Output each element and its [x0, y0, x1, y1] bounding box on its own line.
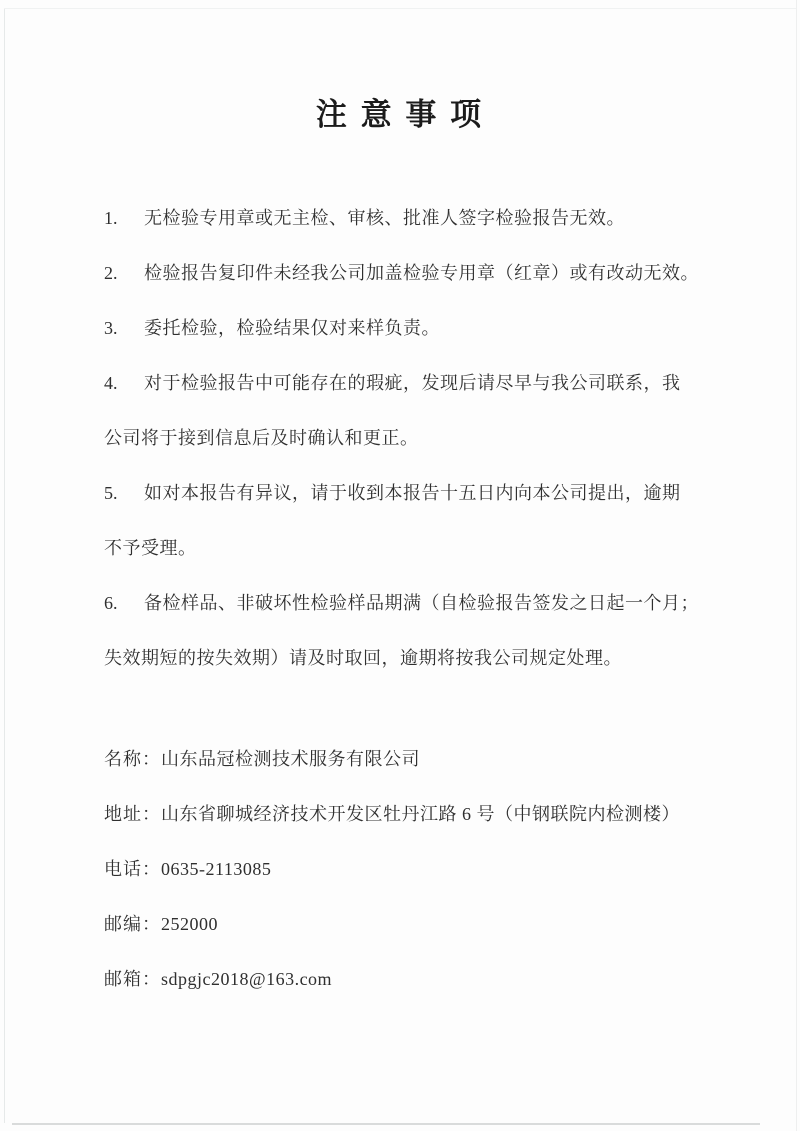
contact-phone: [104, 842, 710, 897]
note-text: 无检验专用章或无主检、审核、批准人签字检验报告无效。: [144, 208, 625, 228]
contact-value: 252000: [161, 914, 218, 934]
note-number: 6.: [104, 593, 118, 613]
contact-label: 名称：: [104, 749, 161, 769]
note-number: 1.: [104, 208, 118, 228]
scan-edge-bottom: [12, 1123, 760, 1125]
contact-postal-code: [104, 897, 710, 952]
note-text: 备检样品、非破坏性检验样品期满（自检验报告签发之日起一个月；: [144, 593, 699, 613]
note-text-continued: 失效期短的按失效期）请及时取回，逾期将按我公司规定处理。: [104, 648, 622, 668]
note-line: [104, 191, 710, 246]
contact-address: [104, 787, 710, 842]
note-text: 对于检验报告中可能存在的瑕疵，发现后请尽早与我公司联系，我: [144, 373, 681, 393]
contact-value: sdpgjc2018@163.com: [161, 969, 333, 989]
note-item-6: [104, 576, 710, 686]
contact-value: 山东省聊城经济技术开发区牡丹江路 6 号（中钢联院内检测楼）: [161, 804, 680, 824]
scan-edge-left: [4, 9, 5, 1123]
note-text: 检验报告复印件未经我公司加盖检验专用章（红章）或有改动无效。: [144, 263, 699, 283]
note-line: [104, 301, 710, 356]
note-text-continued: 不予受理。: [104, 538, 197, 558]
contact-value: 山东品冠检测技术服务有限公司: [161, 749, 420, 769]
note-item-3: [104, 301, 710, 356]
note-number: 4.: [104, 373, 118, 393]
note-item-4: [104, 356, 710, 466]
note-item-1: [104, 191, 710, 246]
contact-email: [104, 952, 710, 1007]
note-text: 如对本报告有异议，请于收到本报告十五日内向本公司提出，逾期: [144, 483, 681, 503]
note-line: [104, 466, 710, 521]
note-number: 3.: [104, 318, 118, 338]
scan-edge-right: [796, 0, 797, 1131]
page-title: 注 意 事 项: [315, 97, 485, 132]
note-item-2: [104, 246, 710, 301]
note-item-5: [104, 466, 710, 576]
contact-label: 地址：: [104, 804, 161, 824]
contact-label: 电话：: [104, 859, 161, 879]
contact-value: 0635-2113085: [161, 859, 272, 879]
contact-info: [104, 732, 710, 1007]
note-number: 5.: [104, 483, 118, 503]
note-line: [104, 356, 710, 411]
contact-label: 邮编：: [104, 914, 161, 934]
contact-label: 邮箱：: [104, 969, 161, 989]
notes-list: [104, 191, 710, 686]
note-line: [104, 576, 710, 631]
note-number: 2.: [104, 263, 118, 283]
contact-company-name: [104, 732, 710, 787]
note-text: 委托检验，检验结果仅对来样负责。: [144, 318, 440, 338]
note-line: [104, 246, 710, 301]
note-text-continued: 公司将于接到信息后及时确认和更正。: [104, 428, 419, 448]
